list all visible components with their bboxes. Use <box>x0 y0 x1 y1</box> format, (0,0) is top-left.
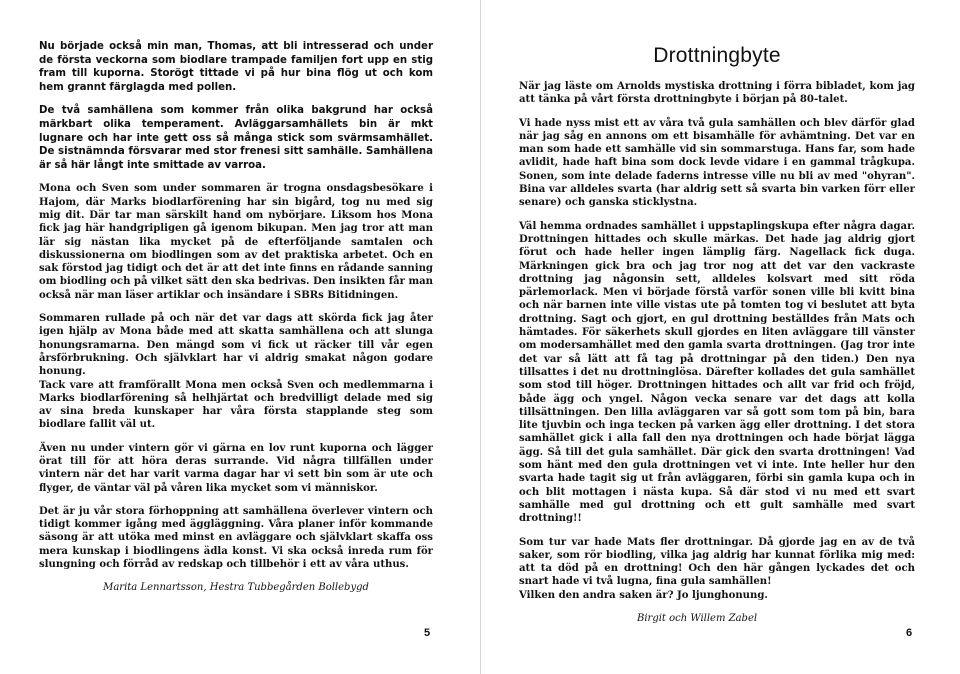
paragraph: Väl hemma ordnades samhället i uppstaplingskupa efter några dagar. Drottningen hittades och skulle märkas. Det hade jag aldrig gjort förut och hade heller ingen lämplig färg. Nagellack fick duga. Märkningen gick bra och jag tror nog att det var den vackraste drottning jag någonsin sett, alldeles kolsvart med sitt röda pärlemorlack. Men vi började förstå varför sonen ville bli kvitt bina och när barnen inte ville vistas ute på tomten tog vi beslutet att byta drottning. Sagt och gjort, en gul drottning beställdes från Mats och hämtades. För säkerhets skull gjordes en liten avläggare till vänster om modersamhället med den gamla svarta drottningen. (Jag tror inte det var så lätt att få tag på drottningar på den tiden.) Den nya tillsattes i det nu drottninglösa. Därefter kollades det gula samhället som stod till höger. Drottningen hittades och allt var frid och fröjd, både ägg och yngel. Någon vecka senare var det dags att kolla tillsättningen. Den lilla avläggaren var så gott som tom på bin, bara lite tjuvbin och inga tecken på varken ägg eller drottning. I det stora samhället gick i alla fall den nya drottningen och hade börjat lägga ägg. Så till det gula samhället. Där gick den svarta drottningen! Vad som hänt med den gula drottningen vet vi inte. Inte heller hur den svarta hade tagit sig ut från avläggaren, förbi sin gamla kupa och in och blit mottagen i nästa kupa. Så där stod vi nu med ett svart samhälle med gul drottning och ett gult samhälle med svart drottning!! <box>519 220 915 525</box>
left-page-text-column <box>39 40 433 605</box>
paragraph: Det är ju vår stora förhoppning att samhällena överlever vintern och tidigt kommer igång med äggläggning. Våra planer inför kommande säsong är att utöka med minst en avläggare och självklart skaffa oss mera kunskap i biodlingens ädla konst. Vi ska också inreda rum för slungning och förråd av redskap och tillbehör i ett av våra uthus. <box>39 505 433 571</box>
paragraph: Som tur var hade Mats fler drottningar. Då gjorde jag en av de två saker, som rör biodling, vilka jag aldrig har kunnat förlika mig med: att ta död på en drottning! Och den här gången lyckades det och snart hade vi två lugna, fina gula samhällen! <box>519 536 915 588</box>
article-title: Drottningbyte <box>653 44 781 67</box>
paragraph: Sommaren rullade på och när det var dags att skörda fick jag åter igen hjälp av Mona både med att skatta samhällena och att slunga honungsramarna. Den mängd som vi fick ut räcker till vår egen årsförbrukning. Och självklart har vi aldrig smakat någon godare honung. <box>39 313 433 378</box>
paragraph: När jag läste om Arnolds mystiska drottning i förra bibladet, kom jag att tänka på vårt första drottningbyte i början på 80-talet. <box>519 81 915 106</box>
right-page-text-column <box>519 40 915 635</box>
page-number: 6 <box>906 627 913 639</box>
right-page <box>480 0 960 674</box>
paragraph: De två samhällena som kommer från olika bakgrund har också märkbart olika temperament. Avläggarsamhällets bin är mkt lugnare och har inte gett oss så många stick som svärmsamhället. De sistnämnda försvarar med stor frenesi sitt samhälle. Samhällena är så här långt inte smittade av varroa. <box>39 105 433 171</box>
paragraph: Nu började också min man, Thomas, att bli intresserad och under de första veckorna som biodlare trampade familjen fort upp en stig fram till kuporna. Storögt tittade vi på hur bina flög ut och kom hem grannt färglagda med pollen. <box>39 41 433 93</box>
paragraph: Vi hade nyss mist ett av våra två gula samhällen och blev därför glad när jag såg en annons om ett bisamhälle för avhämtning. Det var en man som hade ett samhälle vid sin sommarstuga. Hans far, som hade avlidit, hade haft bina som dock levde vidare i en gammal trågkupa. Sonen, som inte delade faderns intresse ville nu bli av med "ohyran". Bina var alldeles svarta (har aldrig sett så svarta bin varken förr eller senare) och ganska sticklystna. <box>519 117 915 209</box>
page-number: 5 <box>424 627 431 639</box>
paragraph: Även nu under vintern gör vi gärna en lov runt kuporna och lägger örat till för att höra deras surrande. Vid några tillfällen under vintern när det har varit varma dagar har vi sett bin som är ute och flyger, de väntar väl på våren lika mycket som vi människor. <box>39 442 433 494</box>
author-signature: Marita Lennartsson, Hestra Tubbegården Bollebygd <box>103 582 369 594</box>
author-signature: Birgit och Willem Zabel <box>637 612 758 624</box>
paragraph: Vilken den andra saken är? Jo ljunghonung. <box>519 589 768 601</box>
paragraph: Tack vare att framförallt Mona men också Sven och medlemmarna i Marks biodlarförening så helhjärtat och bredvilligt delade med sig av sina breda kunskaper har våra första stapplande steg som biodlare fallit väl ut. <box>39 379 433 431</box>
paragraph: Mona och Sven som under sommaren är trogna onsdagsbesökare i Hajom, där Marks biodlarförening har sin bigård, tog nu med sig mig dit. Där tar man särskilt hand om nybörjare. Liksom hos Mona fick jag här handgripligen gå igenom bikupan. Men jag tror att man lär sig nästan lika mycket på de efterföljande samtalen och diskussionerna om biodlingen som av det praktiska arbetet. Och en sak förstod jag tidigt och det är att det inte finns en rådande sanning om biodling och på vilket sätt den ska bedrivas. Den insikten får man också när man läser artiklar och insändare i SBRs Bitidningen. <box>39 183 434 301</box>
